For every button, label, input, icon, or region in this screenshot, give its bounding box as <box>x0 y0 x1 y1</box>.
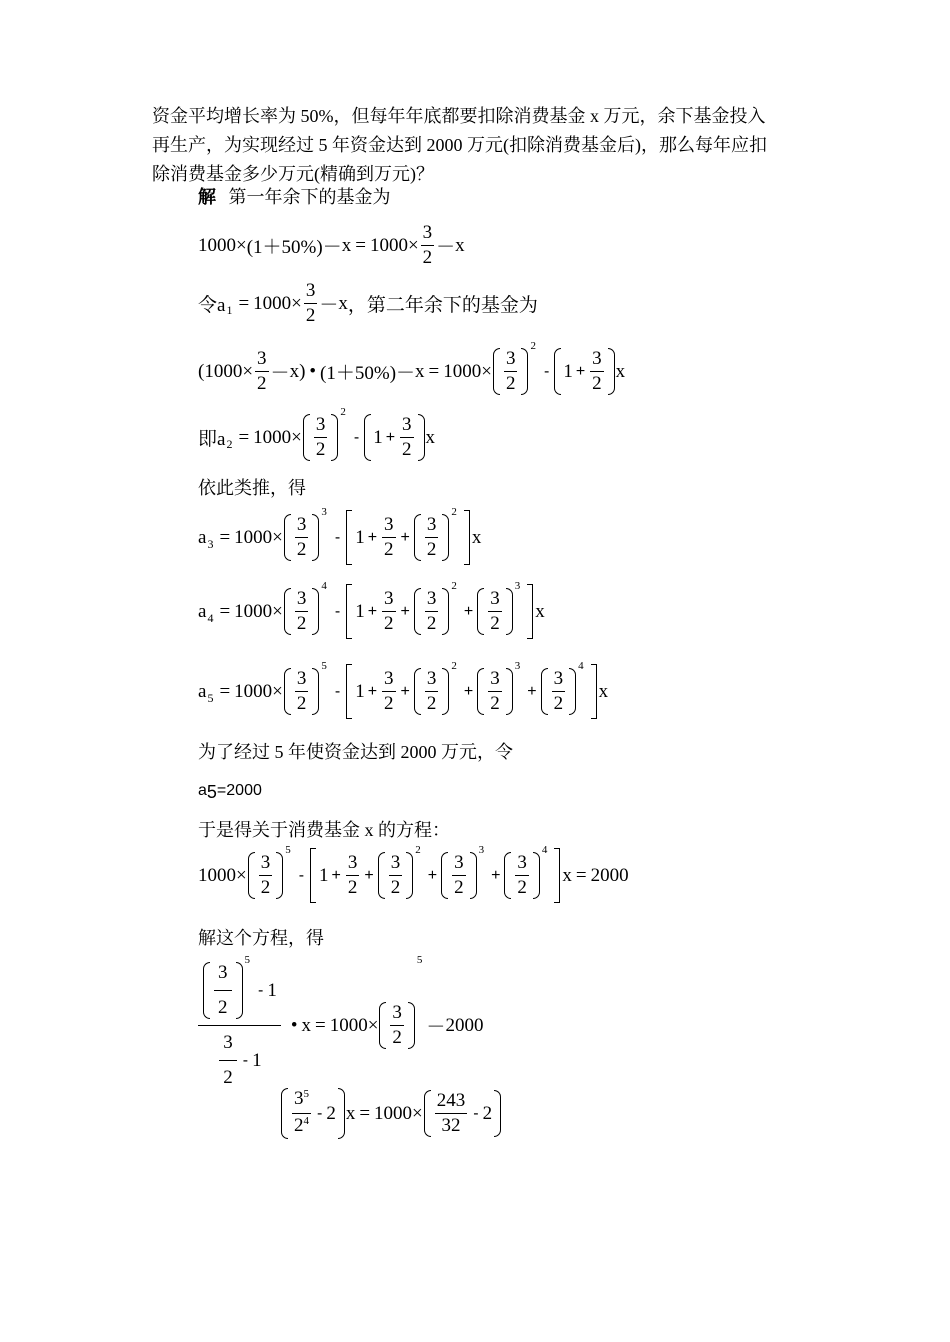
equation-first-year <box>198 222 465 269</box>
equation-main <box>198 844 629 899</box>
growth-factor: (1＋50%) <box>320 363 397 384</box>
var-a: a <box>198 526 207 548</box>
equals-op: = <box>355 234 366 256</box>
times-op: × <box>242 360 254 382</box>
exponent: 4 <box>321 580 327 592</box>
solve-text: 解这个方程，得 <box>198 928 324 948</box>
minus-op: － <box>396 363 416 384</box>
var-x: x <box>338 292 348 314</box>
equals-op: = <box>219 600 231 622</box>
equation-a2 <box>198 406 436 461</box>
a5-condition: a5=2000 <box>198 782 262 802</box>
term: 1000 <box>234 526 273 548</box>
open-paren: ( <box>198 360 205 382</box>
times-op: × <box>272 526 283 548</box>
minus-op: - <box>543 362 550 380</box>
equation-geometric-sum <box>198 954 484 1089</box>
paren-group: $\frac{3}{2}$ <box>284 668 320 715</box>
term: 1000 <box>443 360 482 382</box>
subscript: 5 <box>207 691 214 705</box>
exponent: 5 <box>416 954 423 966</box>
times-op: × <box>291 426 302 448</box>
times-op: × <box>407 234 419 256</box>
paren-group: $\frac{3}{2}$ <box>284 588 320 635</box>
term: 1000 <box>198 234 236 256</box>
minus-op: - <box>353 428 360 446</box>
paren-group: $\frac{3}{2}$ <box>248 852 284 899</box>
rhs-value: 2000 <box>590 864 629 886</box>
dot-op: • <box>290 1014 298 1036</box>
times-op: × <box>412 1102 423 1124</box>
goal-text: 为了经过 5 年使资金达到 2000 万元，令 <box>198 742 513 762</box>
equation-a4 <box>198 580 545 635</box>
equation-a3 <box>198 506 482 561</box>
equation-second-year <box>198 340 626 395</box>
subscript: 3 <box>207 537 214 551</box>
var-a: a <box>198 680 207 702</box>
growth-factor: (1＋50%) <box>246 237 323 258</box>
paren-group: $\frac{243}{32}$ - 2 <box>424 1090 501 1137</box>
paren-group: 1 + $\frac{3}{2}$ <box>554 348 614 395</box>
bracket-group: 1 + $\frac{3}{2}$ + $\frac{3}{2}$ 2 + $\frac{3}{2}$ 3 + $\frac{3}{2}$ 4 <box>310 852 560 899</box>
term: 1000 <box>369 234 408 256</box>
minus-op: - <box>334 528 341 546</box>
times-op: × <box>272 600 283 622</box>
dot-op: • <box>309 360 317 382</box>
equals-op: = <box>219 526 231 548</box>
equation-simplified <box>280 1088 502 1139</box>
equals-op: = <box>428 360 440 382</box>
exponent: 2 <box>530 340 536 352</box>
var-x: x <box>301 1014 311 1036</box>
var-x: x <box>562 864 572 886</box>
minus-op: - <box>298 866 305 884</box>
var-x: x <box>345 1102 356 1124</box>
paren-group: $\frac{3}{2}$ <box>303 414 339 461</box>
term: 1000 <box>329 1014 368 1036</box>
analogy-text: 依此类推，得 <box>198 478 306 498</box>
equals-op: = <box>359 1102 371 1124</box>
times-op: × <box>291 292 302 314</box>
var-x: x <box>598 680 609 702</box>
let-text: 令a <box>198 295 226 316</box>
problem-line-2: 再生产，为实现经过 5 年资金达到 2000 万元(扣除消费基金后)，那么每年应扣 <box>152 135 767 155</box>
equation-let-a1 <box>198 280 538 327</box>
paren-group: 1 + $\frac{3}{2}$ <box>364 414 424 461</box>
equals-op: = <box>575 864 587 886</box>
var-x-close: x) <box>289 360 306 382</box>
term: 1000 <box>374 1102 413 1124</box>
solution-label: 解 <box>198 187 216 207</box>
fraction-3-2: $\frac{3}{2}$ <box>422 222 433 268</box>
rhs-value: 2000 <box>445 1014 484 1036</box>
minus-op: - <box>334 682 341 700</box>
bracket-group: 1 + $\frac{3}{2}$ + $\frac{3}{2}$ 2 + $\frac{3}{2}$ 3 + $\frac{3}{2}$ 4 <box>346 668 596 715</box>
term: 1000 <box>234 680 273 702</box>
minus-op: － <box>319 295 339 316</box>
exponent: 2 <box>340 406 346 418</box>
subscript: 1 <box>226 303 233 317</box>
exponent: 5 <box>285 844 291 856</box>
equation-a5 <box>198 660 609 715</box>
minus-op: － <box>322 237 342 258</box>
paren-group: $\frac{3}{2}$ <box>379 1002 415 1049</box>
times-op: × <box>236 234 247 256</box>
times-op: × <box>272 680 283 702</box>
equals-op: = <box>238 426 250 448</box>
minus-op: － <box>436 237 456 258</box>
times-op: × <box>481 360 492 382</box>
bracket-group: 1 + $\frac{3}{2}$ + $\frac{3}{2}$ 2 <box>346 514 470 561</box>
paren-group: $\frac{3^5}{2^4}$ - 2 <box>281 1088 345 1139</box>
minus-op: － <box>270 363 290 384</box>
term: 1000 <box>204 360 243 382</box>
problem-line-1: 资金平均增长率为 50%，但每年年底都要扣除消费基金 x 万元，余下基金投入 <box>152 106 766 126</box>
term: 1000 <box>253 292 292 314</box>
solution-intro <box>198 185 391 209</box>
fraction-3-2: $\frac{3}{2}$ <box>257 348 267 394</box>
equals-op: = <box>238 292 250 314</box>
second-year-text: ，第二年余下的基金为 <box>347 295 538 316</box>
equals-op: = <box>219 680 231 702</box>
var-x: x <box>535 600 545 622</box>
times-op: × <box>367 1014 379 1036</box>
var-x: x <box>615 360 626 382</box>
problem-statement <box>152 102 812 189</box>
solution-intro-text: 第一年余下的基金为 <box>228 187 391 207</box>
term: 1000 <box>198 864 236 886</box>
paren-group: $\frac{3}{2}$ <box>284 514 320 561</box>
equals-op: = <box>314 1014 326 1036</box>
term: 1000 <box>253 426 292 448</box>
problem-line-3: 除消费基金多少万元(精确到万元)？ <box>152 164 434 184</box>
var-x: x <box>341 234 352 256</box>
paren-group: $\frac{3}{2}$ <box>493 348 529 395</box>
minus-op: - <box>334 602 341 620</box>
times-op: × <box>236 864 247 886</box>
var-x: x <box>471 526 482 548</box>
subscript: 4 <box>207 611 214 625</box>
subscript: 2 <box>226 437 233 451</box>
equation-intro-text: 于是得关于消费基金 x 的方程： <box>198 820 450 840</box>
var-x: x <box>415 360 425 382</box>
var-x: x <box>425 426 436 448</box>
exponent: 5 <box>321 660 327 672</box>
geometric-fraction: $\frac{3}{2}$ 5 - 1 $\frac{3}{2}$ - 1 <box>198 962 281 1089</box>
minus-op: － <box>426 1017 446 1038</box>
var-x: x <box>455 234 465 256</box>
ji-text: 即a <box>198 429 226 450</box>
fraction-3-2: $\frac{3}{2}$ <box>305 280 316 326</box>
var-a: a <box>198 600 207 622</box>
term: 1000 <box>234 600 273 622</box>
bracket-group: 1 + $\frac{3}{2}$ + $\frac{3}{2}$ 2 + $\frac{3}{2}$ 3 <box>346 588 533 635</box>
exponent: 3 <box>321 506 327 518</box>
